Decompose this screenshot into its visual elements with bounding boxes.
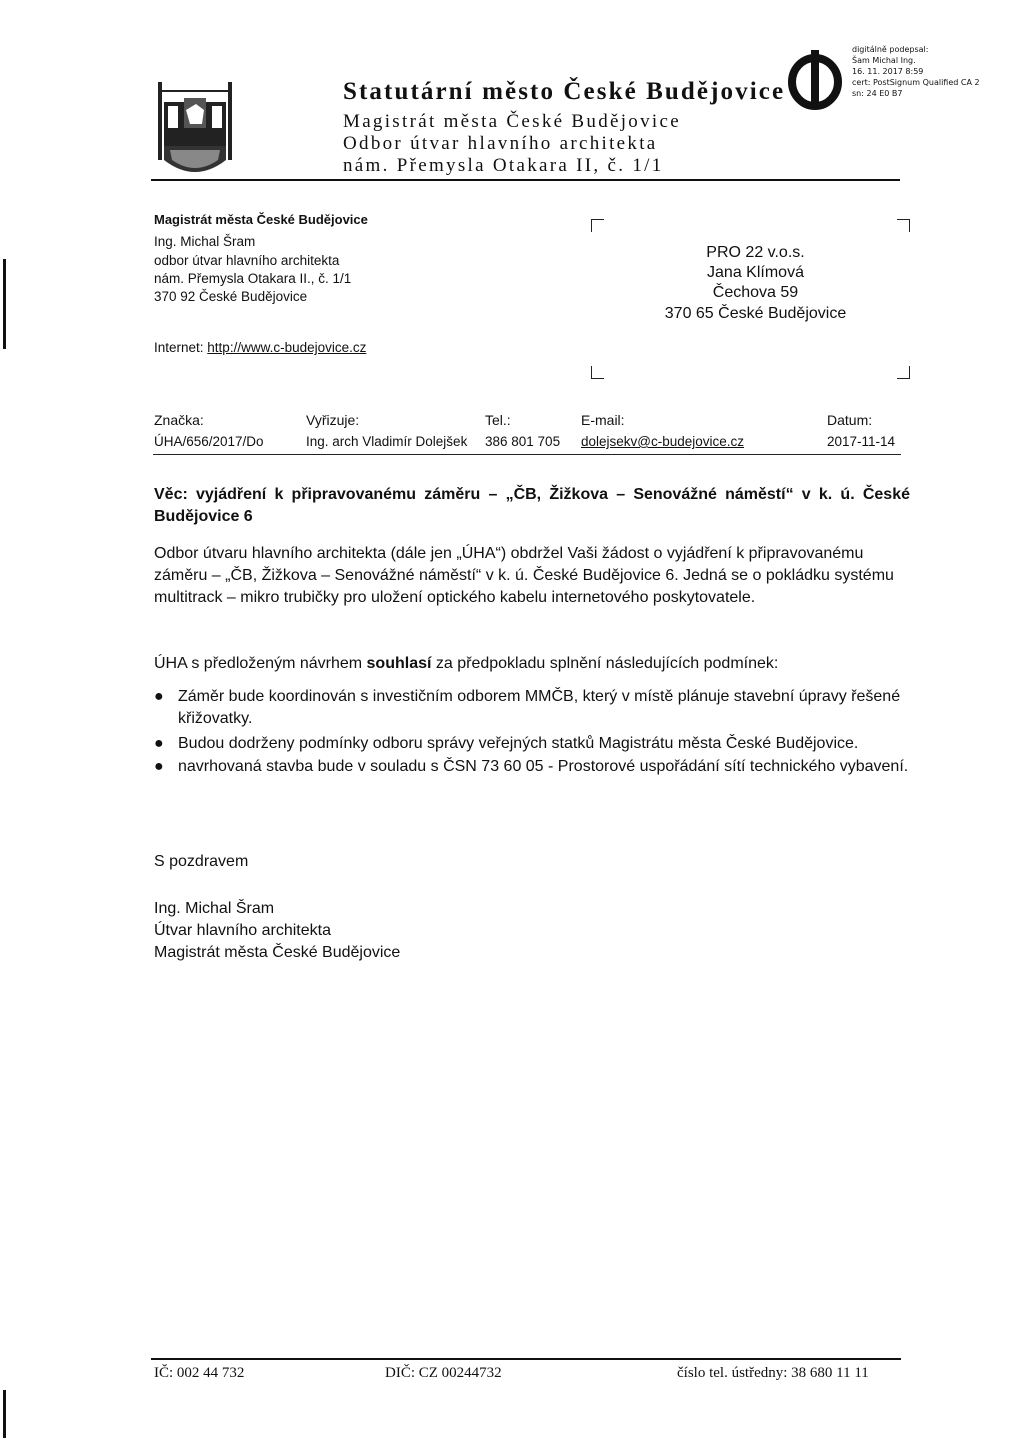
city-coat-of-arms-icon xyxy=(156,80,234,184)
closing-name: Ing. Michal Šram xyxy=(154,900,275,917)
recipient-company: PRO 22 v.o.s. xyxy=(706,244,805,261)
email-label: E-mail: xyxy=(581,412,625,428)
header-department: Odbor útvar hlavního architekta xyxy=(343,133,658,154)
address-window-corner xyxy=(591,366,604,379)
sender-name: Ing. Michal Šram xyxy=(154,234,256,249)
header-address: nám. Přemysla Otakara II, č. 1/1 xyxy=(343,155,664,176)
header-divider xyxy=(151,179,900,181)
scan-edge-mark xyxy=(3,1390,6,1438)
conditions-intro xyxy=(154,653,910,675)
closing-department: Útvar hlavního architekta xyxy=(154,922,331,939)
meta-divider xyxy=(153,454,901,455)
scan-edge-mark xyxy=(3,259,6,349)
website-link[interactable]: http://www.c-budejovice.cz xyxy=(207,340,367,355)
sender-organization: Magistrát města České Budějovice xyxy=(154,212,368,227)
bullet-icon: ● xyxy=(154,735,164,752)
conditions-intro-pre: ÚHA s předloženým návrhem xyxy=(154,655,367,672)
signature-signer: Šam Michal Ing. xyxy=(852,56,916,65)
list-item-text: Záměr bude koordinován s investičním odborem MMČB, který v místě plánuje stavební úpravy řešené křižovatky. xyxy=(178,688,901,727)
tel-label: Tel.: xyxy=(485,412,511,428)
email-link[interactable]: dolejsekv@c-budejovice.cz xyxy=(581,434,745,449)
letter-subject: Věc: vyjádření k připravovanému záměru – „ČB, Žižkova – Senovážné náměstí“ v k. ú. České Budějovice 6 xyxy=(154,486,910,525)
footer-phone: číslo tel. ústředny: 38 680 11 11 xyxy=(677,1365,869,1381)
conditions-intro-bold: souhlasí xyxy=(366,655,432,672)
handler-label: Vyřizuje: xyxy=(306,412,360,428)
address-window-corner xyxy=(897,219,910,232)
signature-line-1: digitálně podepsal: xyxy=(852,45,929,54)
footer-divider xyxy=(151,1358,901,1360)
address-window-corner xyxy=(591,219,604,232)
date-value: 2017-11-14 xyxy=(827,434,896,449)
tel-value: 386 801 705 xyxy=(485,434,561,449)
signature-date: 16. 11. 2017 8:59 xyxy=(852,67,924,76)
closing-organization: Magistrát města České Budějovice xyxy=(154,944,401,961)
date-label: Datum: xyxy=(827,412,873,428)
signature-cert: cert: PostSignum Qualified CA 2 xyxy=(852,78,980,87)
list-item-text: Budou dodrženy podmínky odboru správy veřejných statků Magistrátu města České Budějovice. xyxy=(178,735,859,752)
recipient-street: Čechova 59 xyxy=(712,284,799,301)
sender-department: odbor útvar hlavního architekta xyxy=(154,253,340,268)
recipient-city: 370 65 České Budějovice xyxy=(664,305,847,322)
sender-street: nám. Přemysla Otakara II., č. 1/1 xyxy=(154,271,352,286)
list-item-text: navrhovaná stavba bude v souladu s ČSN 73 60 05 - Prostorové uspořádání sítí technického vybavení. xyxy=(178,758,909,775)
signature-serial: sn: 24 E0 B7 xyxy=(852,89,903,98)
closing-greeting: S pozdravem xyxy=(154,853,249,870)
header-magistrate: Magistrát města České Budějovice xyxy=(343,111,681,132)
sender-city: 370 92 České Budějovice xyxy=(154,289,308,304)
footer-ic: IČ: 002 44 732 xyxy=(154,1365,245,1381)
bullet-icon: ● xyxy=(154,758,164,775)
header-city-name: Statutární město České Budějovice xyxy=(343,78,786,105)
footer-dic: DIČ: CZ 00244732 xyxy=(385,1365,502,1381)
ref-label: Značka: xyxy=(154,412,204,428)
conditions-intro-post: za předpokladu splnění následujících podmínek: xyxy=(431,655,779,672)
ref-value: ÚHA/656/2017/Do xyxy=(154,434,264,449)
digital-signature-logo-icon xyxy=(788,48,842,110)
website-label: Internet: xyxy=(154,340,208,355)
handler-value: Ing. arch Vladimír Dolejšek xyxy=(306,434,468,449)
letter-paragraph: Odbor útvaru hlavního architekta (dále jen „ÚHA“) obdržel Vaši žádost o vyjádření k připravovanému záměru – „ČB, Žižkova – Senovážné náměstí“ v k. ú. České Budějovice 6. Jedná se o pokládku systému multitrack – mikro trubičky pro uložení optického kabelu internetového poskytovatele. xyxy=(154,545,894,606)
address-window-corner xyxy=(897,366,910,379)
bullet-icon: ● xyxy=(154,688,164,705)
sender-website xyxy=(154,340,366,355)
recipient-name: Jana Klímová xyxy=(707,264,804,281)
